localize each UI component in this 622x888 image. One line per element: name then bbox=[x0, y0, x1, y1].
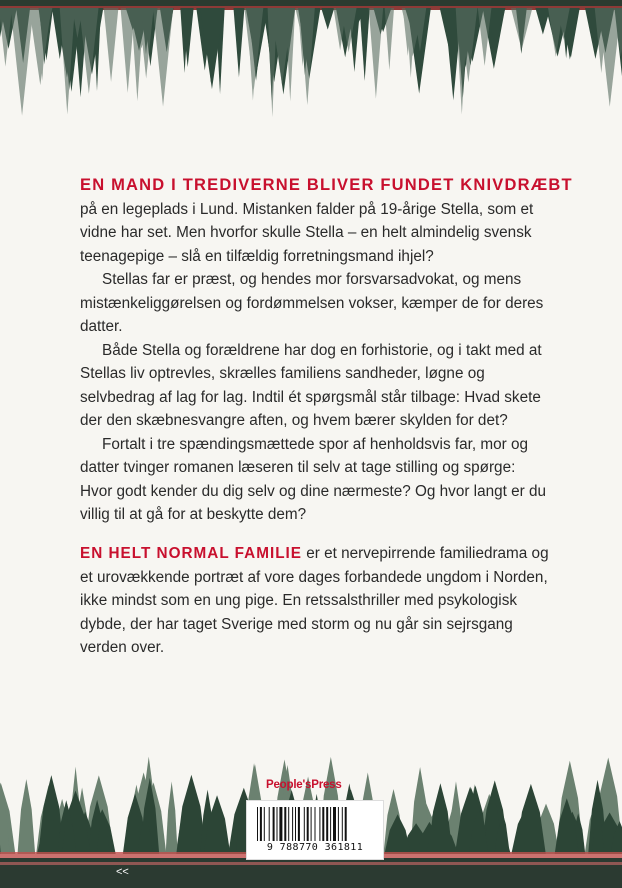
barcode-bars bbox=[255, 807, 375, 841]
isbn-number: 9 788770 361811 bbox=[266, 842, 364, 853]
book-title: EN HELT NORMAL FAMILIE bbox=[80, 545, 302, 562]
paragraph-perspective: Fortalt i tre spændingsmættede spor af henholdsvis far, mor og datter tvinger romanen læseren til selv at tage stilling og spørge: Hvor godt kender du dig selv og dine nærmeste? Og hvor langt er du villig til at gå for at beskytte dem? bbox=[80, 435, 546, 523]
publisher-logo: People'sPress bbox=[266, 779, 342, 791]
closing-paragraph bbox=[80, 542, 550, 660]
bottom-mark: << bbox=[116, 866, 129, 878]
closing-text: er et nervepirrende familiedrama og et urovækkende portræt af vore dages forbandede ungdom i Norden, ikke mindst som en ung pige. En retssalsthriller med psykologisk dybde, der har taget Sverige med storm og nu går sin sejrsgang verden over. bbox=[80, 545, 549, 656]
barcode bbox=[246, 800, 384, 860]
intro-heading: EN MAND I TREDIVERNE BLIVER FUNDET KNIVDRÆBT bbox=[80, 176, 573, 194]
synopsis-section bbox=[80, 174, 573, 527]
closing-section bbox=[80, 542, 550, 660]
paragraph-parents: Stellas far er præst, og hendes mor forsvarsadvokat, og mens mistænkeliggørelsen og fordømmelsen vokser, kæmper de for deres datter. bbox=[80, 271, 544, 335]
paragraph-history: Både Stella og forældrene har dog en forhistorie, og i takt med at Stellas liv optrevles, skrælles familiens sandheder, løgne og selvbedrag af lag for lag. Indtil ét spørgsmål står tilbage: Hvad skete der den skæbnesvangre aften, og hvem bærer skylden for det? bbox=[80, 341, 542, 429]
intro-paragraph: på en legeplads i Lund. Mistanken falder på 19-årige Stella, som et vidne har set. Men hvorfor skulle Stella – en helt almindelig svensk teenagepige – slå en tilfældig forretningsmand ihjel? bbox=[80, 200, 534, 265]
top-forest-reflection bbox=[0, 0, 622, 130]
